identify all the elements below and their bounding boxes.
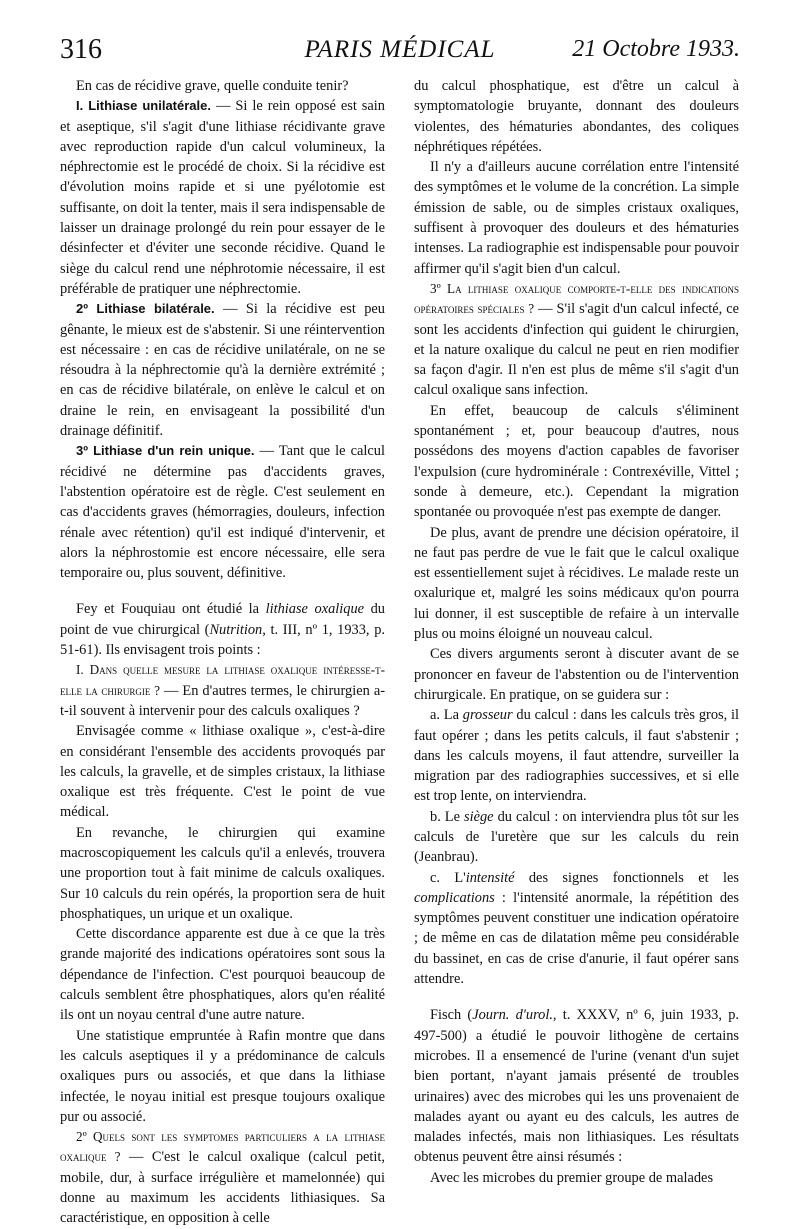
paragraph: Fey et Fouquiau ont étudié la lithiase oxalique du point de vue chirurgical (Nutrition, t. III, nº 1, 1933, p. 51-61). Ils envisagent trois points : [60,601,386,659]
paragraph: Cette discordance apparente est due à ce que la très grande majorité des indications opératoires sont sous la dépendance de l'infection. C'est pourquoi beaucoup de calculs semblent être phosphatiques, alors qu'en réalité ils ont un noyau central d'une autre nature. [60,926,385,1024]
question-heading: 3º La lithiase oxalique comporte-t-elle des indications opératoires spéciales ? [414,280,739,317]
section-heading: I. Lithiase unilatérale. [76,98,211,114]
section-heading: 3º Lithiase d'un rein unique. [76,443,255,459]
paragraph: I. Lithiase unilatérale. — Si le rein opposé est sain et aseptique, s'il s'agit d'une lithiase récidivante grave avec reproduction rapide d'un calcul volumineux, la néphrectomie est le procédé de choix. Si la récidive est d'évolution moins rapide et si une pyélotomie est suffisante, on doit la tenter, mais il sera indispensable de laisser un drainage prolongé du rein pour essayer de le désinfecter et d'éviter une seconde récidive. Quand le siège du calcul rend une néphrotomie nécessaire, il est préférable de pratiquer une néphrectomie. [60,98,385,297]
paragraph: Avec les microbes du premier groupe de malades [430,1169,714,1186]
paragraph: du calcul phosphatique, est d'être un calcul à symptomatologie bruyante, donnant des douleurs violentes, des hématuries abondantes, des coliques néphrétiques répétées. [414,78,739,155]
issue-date: 21 Octobre 1933. [572,36,740,62]
paragraph: De plus, avant de prendre une décision opératoire, il ne faut pas perdre de vue le fait que le calcul oxalique est essentiellement sujet à récidives. Le malade reste un oxalurique et, malgré les soins médicaux qu'on pourra lui donner, il est susceptible de refaire à un intervalle plus ou moins éloigné un nouveau calcul. [414,524,739,643]
journal-title: PARIS MÉDICAL [304,36,496,63]
paragraph: 3º Lithiase d'un rein unique. — Tant que le calcul récidivé ne détermine pas d'accidents graves, l'abstention opératoire est de règle. C'est seulement en cas d'accidents graves (hémorragies, douleurs, infection rénale avec rétention) qu'il est indiqué d'intervenir, et alors la néphrostomie est encore nécessaire, elle sera temporaire ou, plus souvent, définitive. [60,443,385,582]
paragraph: I. Dans quelle mesure la lithiase oxalique intéresse-t-elle la chirurgie ? — En d'autres termes, le chirurgien a-t-il souvent à intervenir pour des calculs oxaliques ? [60,662,385,719]
page-number: 316 [60,34,102,65]
right-column [414,76,739,1188]
paragraph: b. Le siège du calcul : on interviendra plus tôt sur les calculs de l'uretère que sur les calculs du rein (Jeanbrau). [414,808,739,866]
paragraph: En revanche, le chirurgien qui examine macroscopiquement les calculs qu'il a enlevés, trouvera une proportion tout à fait minime de calculs oxaliques. Sur 10 calculs du rein opérés, la proportion sera de huit phosphatiques, un urique et un oxalique. [60,824,385,922]
paragraph: Une statistique empruntée à Rafin montre que dans les calculs aseptiques il y a prédominance de calculs oxaliques purs ou associés, et que dans la lithiase infectée, le noyau initial est presque toujours oxalique pur ou associé. [60,1027,385,1125]
paragraph: En effet, beaucoup de calculs s'éliminent spontanément ; et, pour beaucoup d'autres, nous possédons des moyens d'action capables de favoriser l'expulsion (cure hydrominérale : Contrexéville, Vittel ; sonde à demeure, etc.). Cependant la migration spontanée ou provoquée n'est pas exempte de danger. [414,402,739,521]
paragraph: 2º Lithiase bilatérale. — Si la récidive est peu gênante, le mieux est de s'abstenir. Si une réintervention est nécessaire : en cas de récidive unilatérale, on ne se résoudra à la néphrectomie qu'à la dernière extrémité ; en cas de récidive bilatérale, on enlève le calcul et on draine le rein, en envisageant la possibilité d'un drainage définitif. [60,301,385,440]
page-header [60,34,740,74]
paragraph: c. L'intensité des signes fonctionnels et les complications : l'intensité anormale, la répétition des symptômes peuvent constituer une indication opératoire ; de même en cas de dilatation même peu considérable du bassinet, en cas de crise d'anurie, il faut opérer sans attendre. [414,869,739,988]
paragraph: Ces divers arguments seront à discuter avant de se prononcer en faveur de l'abstention ou de l'intervention chirurgicale. En pratique, on se guidera sur : [414,646,739,703]
paragraph: 3º La lithiase oxalique comporte-t-elle des indications opératoires spéciales ? — S'il s'agit d'un calcul infecté, ce sont les accidents d'infection qui guident le chirurgien, et la nature oxalique du calcul ne peut en rien modifier sa façon d'agir. Il n'en est plus de même s'il s'agit d'un calcul oxalique sans infection. [414,280,739,399]
question-heading: 2º Quels sont les symptomes particuliers a la lithiase oxalique ? [60,1129,385,1165]
left-column [60,76,385,1229]
paragraph: Fisch (Journ. d'urol., t. XXXV, nº 6, juin 1933, p. 497-500) a étudié le pouvoir lithogène de certains microbes. Il a ensemencé de l'urine (venant d'un sujet bien portant, n'ayant jamais présenté de troubles urinaires) avec des microbes qui les uns provenaient de malades ayant ou ayant eu des calculs, les autres de malades infectés, mais non lithiasiques. Les résultats obtenus peuvent être ainsi résumés : [414,1007,739,1166]
paragraph: Il n'y a d'ailleurs aucune corrélation entre l'intensité des symptômes et le volume de la concrétion. La simple émission de sable, ou de simples cristaux oxaliques, suffisent à provoquer des douleurs et des hématuries intenses. La radiographie est indispensable pour pouvoir affirmer qu'il s'agit bien d'un calcul. [414,159,739,277]
paragraph: En cas de récidive grave, quelle conduite tenir? [76,78,349,94]
paragraph: Envisagée comme « lithiase oxalique », c'est-à-dire en considérant l'ensemble des accidents provoqués par les calculs, la gravelle, et de simples cristaux, la lithiase oxalique est très fréquente. C'est le point de vue médical. [60,723,385,821]
question-heading: I. Dans quelle mesure la lithiase oxalique intéresse-t-elle la chirurgie ? [60,662,385,698]
section-heading: 2º Lithiase bilatérale. [76,301,215,317]
paragraph: 2º Quels sont les symptomes particuliers a la lithiase oxalique ? — C'est le calcul oxalique (calcul petit, mobile, dur, à surface irrégulière et mamelonnée) qui donne au maximum les accidents lithiasiques. Sa caractéristique, en opposition à celle [60,1129,385,1227]
paragraph: a. La grosseur du calcul : dans les calculs très gros, il faut opérer ; dans les petits calculs, il faut s'abstenir ; dans les calculs moyens, il faut attendre, surveiller la migration par des radiographies successives, et si elle est trop lente, on interviendra. [414,707,740,805]
